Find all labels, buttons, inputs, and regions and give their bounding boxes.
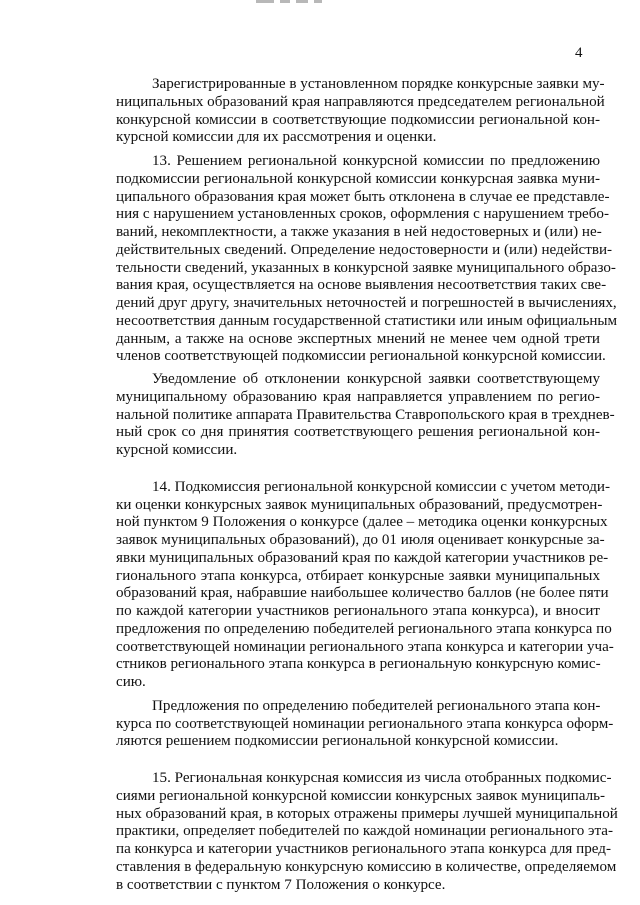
text-line: ципального образования края может быть отклонена в случае ее представле- xyxy=(116,188,610,205)
text-line: ваний, некомплектности, а также указания в ней недостоверных и (или) не- xyxy=(116,224,602,240)
text-line: курсной комиссии для их рассмотрения и оценки. xyxy=(116,129,437,146)
text-line: подкомиссии региональной конкурсной комиссии конкурсная заявка муни- xyxy=(116,170,600,187)
paragraph-15-winners xyxy=(116,770,618,894)
header-scan-mark xyxy=(256,0,352,4)
text-line: в соответствии с пунктом 7 Положения о конкурсе. xyxy=(116,876,446,893)
text-line: курса по соответствующей номинации регионального этапа конкурса оформ- xyxy=(116,715,614,732)
text-line: ный срок со дня принятия соответствующего решения региональной кон- xyxy=(116,424,600,441)
paragraph-proposals xyxy=(116,697,614,751)
text-line: ной пунктом 9 Положения о конкурсе (далее – методика оценки конкурсных xyxy=(116,514,608,531)
text-line: тельности сведений, указанных в конкурсной заявке муниципального образо- xyxy=(116,259,616,276)
text-line: па конкурса и категории участников регионального этапа конкурса для пред- xyxy=(116,841,611,857)
text-line: Зарегистрированные в установленном порядке конкурсные заявки му- xyxy=(152,76,605,92)
text-line: муниципальному образованию края направляется управлением по регио- xyxy=(116,388,600,405)
text-line: ляются решением подкомиссии региональной конкурсной комиссии. xyxy=(116,733,559,750)
text-line: сию. xyxy=(116,674,146,690)
text-line: по каждой категории участников регионального этапа конкурса), и вносит xyxy=(116,603,600,619)
paragraph-13-rejection xyxy=(116,153,618,366)
text-line: ки оценки конкурсных заявок муниципальных образований, предусмотрен- xyxy=(116,496,603,513)
paragraph-submission-routing xyxy=(116,76,605,147)
text-line: курсной комиссии. xyxy=(116,442,238,458)
text-line: дений друг другу, значительных неточностей и погрешностей в вычислениях, xyxy=(116,295,617,311)
text-line: действительных сведений. Определение недостоверности и (или) недействи- xyxy=(116,241,613,258)
text-line: ниципальных образований края направляются председателем региональной xyxy=(116,93,605,110)
page-number: 4 xyxy=(575,45,583,61)
text-line: Уведомление об отклонении конкурсной заявки соответствующему xyxy=(152,371,600,387)
text-line: явки муниципальных образований края по каждой категории участников ре- xyxy=(116,549,609,566)
text-line: соответствующей номинации регионального этапа конкурса и категории уча- xyxy=(116,638,614,655)
text-line: предложения по определению победителей регионального этапа конкурса по xyxy=(116,620,612,637)
text-line: ставления в федеральную конкурсную комиссию в количестве, определяемом xyxy=(116,858,617,875)
text-line: ния с нарушением установленных сроков, оформления с нарушением требо- xyxy=(116,206,609,223)
paragraph-14-evaluation xyxy=(116,478,614,692)
text-line: членов соответствующей подкомиссии региональной конкурсной комиссии. xyxy=(116,348,606,365)
text-line: 14. Подкомиссия региональной конкурсной комиссии с учетом методи- xyxy=(152,478,611,495)
text-line: данным, а также на основе экспертных мнений не менее чем одной трети xyxy=(116,330,600,347)
text-line: ных образований края, в которых отражены примеры лучшей муниципальной xyxy=(116,805,618,822)
text-line: 13. Решением региональной конкурсной комиссии по предложению xyxy=(152,153,600,169)
text-line: вания края, осуществляется на основе выявления несоответствия таких све- xyxy=(116,277,607,294)
text-line: гионального этапа конкурса, отбирает конкурсные заявки муниципальных xyxy=(116,567,600,584)
text-line: Предложения по определению победителей регионального этапа кон- xyxy=(152,697,601,714)
text-line: сиями региональной конкурсной комиссии конкурсных заявок муниципаль- xyxy=(116,787,606,804)
text-line: образований края, набравшие наибольшее количество баллов (не более пяти xyxy=(116,585,609,602)
text-line: несоответствия данным государственной статистики или иным официальным xyxy=(116,312,618,329)
paragraph-rejection-notice xyxy=(116,371,615,460)
text-line: стников регионального этапа конкурса в региональную конкурсную комис- xyxy=(116,656,601,673)
text-line: конкурсной комиссии в соответствующие подкомиссии региональной кон- xyxy=(116,111,600,128)
text-line: практики, определяет победителей по каждой номинации регионального эта- xyxy=(116,823,614,840)
document-body xyxy=(116,76,618,894)
text-line: нальной политике аппарата Правительства Ставропольского края в трехднев- xyxy=(116,406,615,423)
text-line: 15. Региональная конкурсная комиссия из числа отобранных подкомис- xyxy=(152,770,612,786)
text-line: заявок муниципальных образований), до 01 июля оценивает конкурсные за- xyxy=(116,532,605,548)
